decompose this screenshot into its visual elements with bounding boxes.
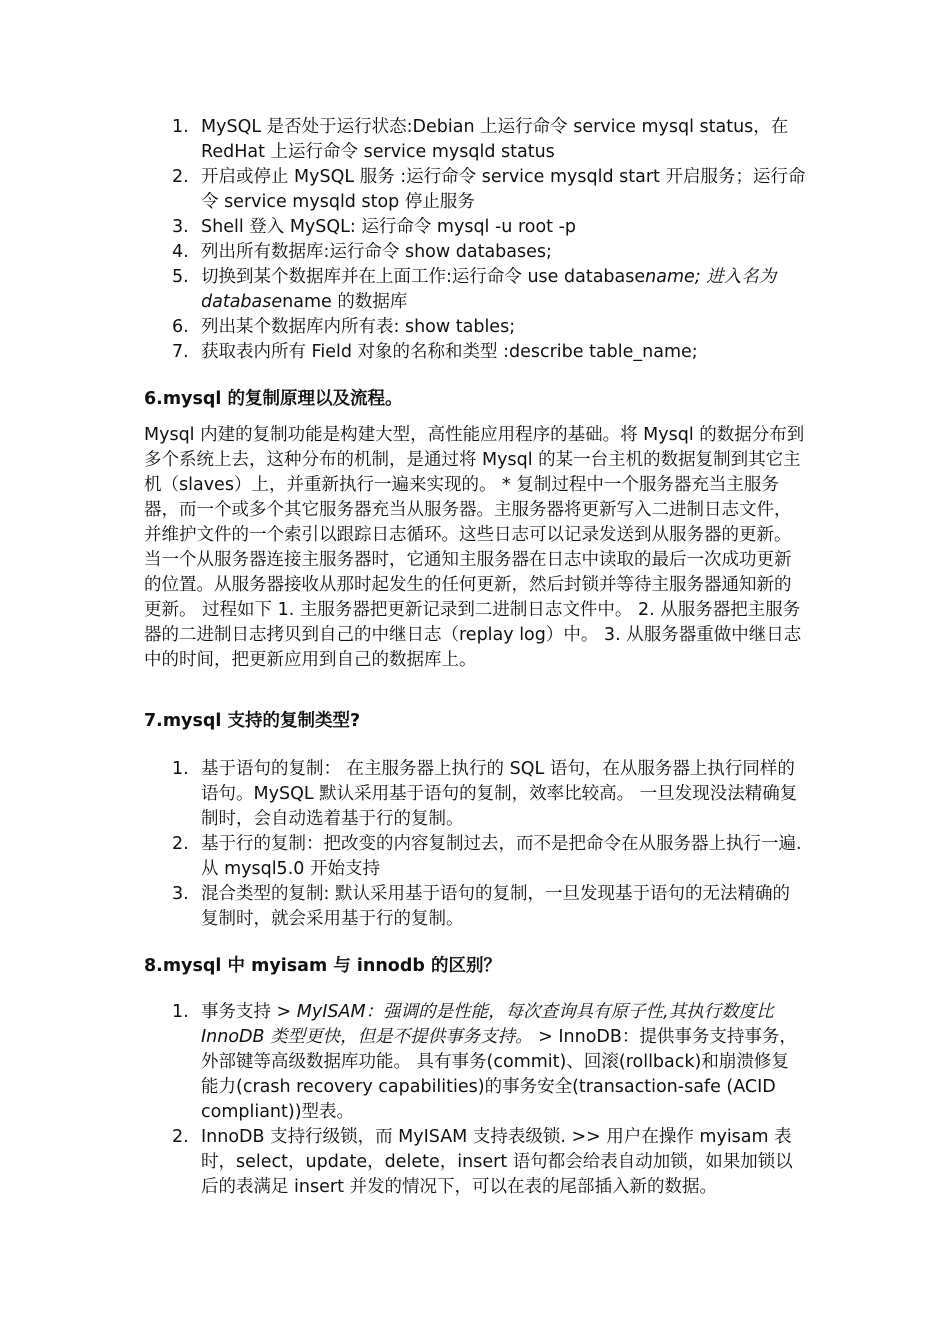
list-number: 1.: [172, 1002, 189, 1022]
list-text-italic: name; 进入名为 database: [201, 267, 777, 312]
list-item: [0, 832, 806, 882]
list-text: 列出某个数据库内所有表: show tables;: [201, 317, 516, 337]
list-number: 7.: [172, 342, 189, 362]
list-item: [0, 757, 806, 832]
list-item: [0, 340, 806, 365]
list-text-italic: MyISAM：强调的是性能，每次查询具有原子性,其执行数度比 InnoDB 类型更快，但是不提供事务支持。: [201, 1002, 774, 1047]
list-item: [0, 1125, 806, 1200]
replication-types-list: [0, 757, 950, 932]
list-number: 6.: [172, 317, 189, 337]
list-text: 开启或停止 MySQL 服务 :运行命令 service mysqld start 开启服务；运行命令 service mysqld stop 停止服务: [201, 167, 806, 212]
list-number: 5.: [172, 267, 189, 287]
list-item: [0, 265, 806, 315]
list-number: 1.: [172, 117, 189, 137]
list-text-plain: name 的数据库: [282, 292, 408, 312]
list-text-plain: 事务支持 >: [201, 1002, 297, 1022]
engine-difference-list: [0, 1000, 950, 1200]
list-text: 混合类型的复制: 默认采用基于语句的复制，一旦发现基于语句的无法精确的复制时，就会采用基于行的复制。: [201, 884, 790, 929]
list-item: [0, 882, 806, 932]
list-item: [0, 315, 806, 340]
list-number: 4.: [172, 242, 189, 262]
section-heading-7: 7.mysql 支持的复制类型?: [144, 711, 361, 731]
command-list: [0, 115, 950, 365]
list-number: 2.: [172, 1127, 189, 1147]
list-text: Shell 登入 MySQL: 运行命令 mysql -u root -p: [201, 217, 577, 237]
list-number: 3.: [172, 217, 189, 237]
list-item: [0, 240, 806, 265]
list-number: 1.: [172, 759, 189, 779]
list-text-plain: > InnoDB：提供事务支持事务，外部键等高级数据库功能。 具有事务(commit)、回滚(rollback)和崩溃修复能力(crash recovery capabilities)的事务安全(transaction-safe (ACID compliant))型表。: [201, 1027, 797, 1122]
list-number: 2.: [172, 167, 189, 187]
list-item: [0, 115, 806, 165]
section-paragraph-6: Mysql 内建的复制功能是构建大型，高性能应用程序的基础。将 Mysql 的数据分布到多个系统上去，这种分布的机制，是通过将 Mysql 的某一台主机的数据复制到其它主机（slaves）上，并重新执行一遍来实现的。 * 复制过程中一个服务器充当主服务器，而一个或多个其它服务器充当从服务器。主服务器将更新写入二进制日志文件，并维护文件的一个索引以跟踪日志循环。这些日志可以记录发送到从服务器的更新。 当一个从服务器连接主服务器时，它通知主服务器在日志中读取的最后一次成功更新的位置。从服务器接收从那时起发生的任何更新，然后封锁并等待主服务器通知新的更新。 过程如下 1. 主服务器把更新记录到二进制日志文件中。 2. 从服务器把主服务器的二进制日志拷贝到自己的中继日志（replay log）中。 3. 从服务器重做中继日志中的时间，把更新应用到自己的数据库上。: [144, 425, 805, 670]
list-text: 基于行的复制：把改变的内容复制过去，而不是把命令在从服务器上执行一遍. 从 mysql5.0 开始支持: [201, 834, 802, 879]
list-number: 3.: [172, 884, 189, 904]
list-text: MySQL 是否处于运行状态:Debian 上运行命令 service mysql status，在 RedHat 上运行命令 service mysqld status: [201, 117, 789, 162]
section-heading-6: 6.mysql 的复制原理以及流程。: [144, 389, 403, 409]
list-number: 2.: [172, 834, 189, 854]
list-text-plain: 切换到某个数据库并在上面工作:运行命令 use database: [201, 267, 646, 287]
list-text: 基于语句的复制： 在主服务器上执行的 SQL 语句，在从服务器上执行同样的语句。MySQL 默认采用基于语句的复制，效率比较高。 一旦发现没法精确复制时，会自动选着基于行的复制。: [201, 759, 798, 829]
section-heading-8: 8.mysql 中 myisam 与 innodb 的区别？: [144, 956, 501, 976]
list-item: [0, 215, 806, 240]
list-text: 获取表内所有 Field 对象的名称和类型 :describe table_name;: [201, 342, 698, 362]
list-item: [0, 165, 806, 215]
list-text: InnoDB 支持行级锁，而 MyISAM 支持表级锁. >> 用户在操作 myisam 表时，select，update，delete，insert 语句都会给表自动加锁，如果加锁以后的表满足 insert 并发的情况下，可以在表的尾部插入新的数据。: [201, 1127, 793, 1197]
list-item: [0, 1000, 806, 1125]
list-text: 列出所有数据库:运行命令 show databases;: [201, 242, 552, 262]
